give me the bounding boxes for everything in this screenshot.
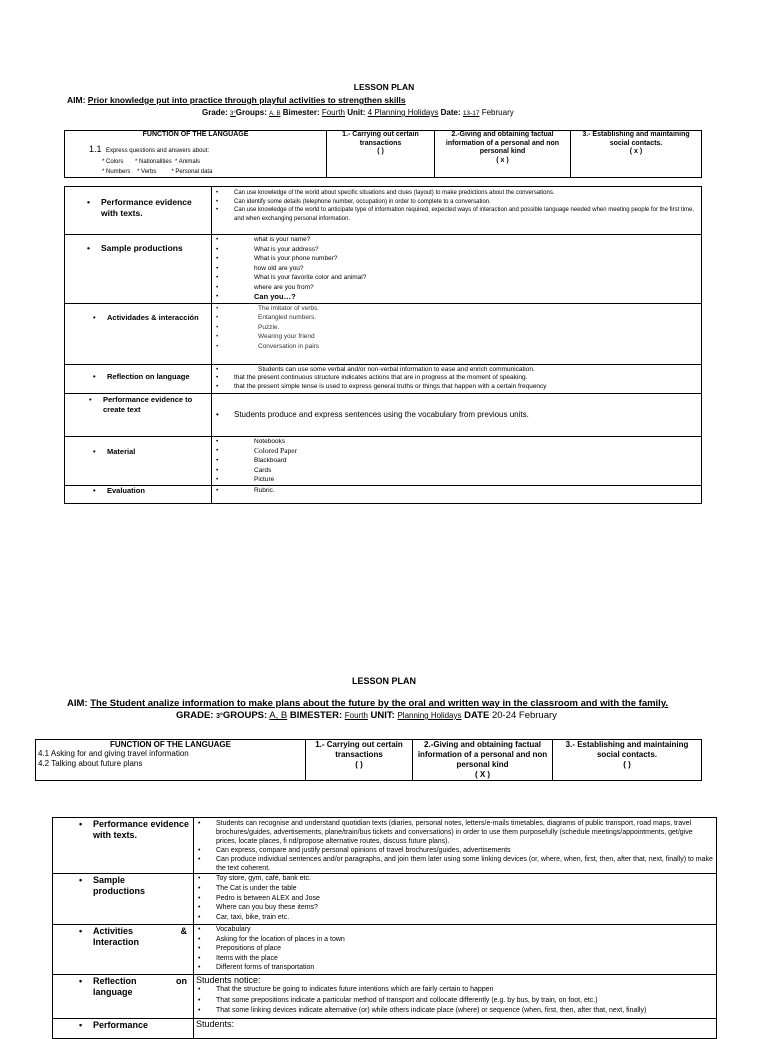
row-label: • Performance evidence with texts. [87,197,211,219]
grade-label: GRADE: [176,710,214,721]
list-item: • Puzzle. [212,323,701,333]
row-content-cell [194,1019,717,1039]
list-item: • Different forms of transportation [194,963,716,973]
date-value: 13-17 [462,110,480,117]
row-content-cell [212,485,702,503]
list-item: • Items with the place [194,954,716,964]
row-label: • Activities & Interaction [79,926,187,948]
table-row [65,303,702,364]
table-row [65,393,702,436]
row-label: • Evaluation [93,486,211,495]
list-item: • That the structure be going to indicates future intentions which are fairly certain to happen [194,985,716,996]
function-item: * Animals [175,159,201,165]
list-item: • Prepositions of place [194,944,716,954]
aim-text: Prior knowledge put into practice through playful activities to strengthen skills [87,95,406,105]
row-label: • Performance [79,1020,193,1031]
list-item: • Students produce and express sentences using the vocabulary from previous units. [212,410,701,419]
option-1-text: 1.- Carrying out certain transactions [342,131,419,147]
option-3-mark: ( x ) [629,148,643,155]
list-item: • that the present simple tense is used to express general truths or things that happen with a certain frequency [212,383,701,392]
list-item: • Can identify some details (telephone number, occupation) in order to complete to a conversation. [212,198,701,207]
list-item: • Colored Paper [212,446,701,456]
date-month: February [481,108,514,117]
groups-label: Groups: [235,108,267,117]
groups-label: GROUPS: [222,710,268,721]
option-2-text: 2.-Giving and obtaining factual information of a personal and non personal kind [417,740,548,769]
bimester-label: BIMESTER: [289,710,343,721]
list-item: • Can use knowledge of the world about specific situations and clues (layout) to make predictions about the conversations. [212,189,701,198]
row-label: • Performance evidence with texts. [79,819,193,841]
grade-label: Grade: [202,108,228,117]
row-content-cell [212,235,702,304]
option-cell-1 [327,131,435,178]
option-1-text: 1.- Carrying out certain transactions [315,740,403,759]
row-label: • Actividades & interacción [93,313,211,322]
plan1-grade-line [202,108,514,117]
table-row [65,364,702,393]
function-items-row1 [65,157,326,167]
function-items-row2 [65,167,326,177]
list-item: • Pedro is between ALEX and Jose [194,894,716,904]
row-content-cell [212,393,702,436]
row-label: • Reflection on language [79,976,187,998]
table-row [65,436,702,485]
list-item: • Students can use some verbal and/or non-verbal information to ease and enrich communication. [212,366,701,375]
table-row [53,925,717,975]
groups-value: A, B [269,710,288,721]
table-row [65,235,702,304]
list-item: • that the present continuous structure indicates actions that are in progress at the moment of speaking. [212,374,701,383]
aim-label: AIM: [67,95,86,105]
option-3-text: 3.- Establishing and maintaining social contacts. [582,131,690,147]
list-item: • how old are you? [212,264,701,274]
row-label-cell [53,1019,194,1039]
grade-value: 3° [230,111,236,117]
list-item: • Can use knowledge of the world to anticipate type of information required, expected ways of interaction and possible language needed when meeting people for the first time, and when exchanging personal information. [212,206,701,223]
option-3-mark: ( ) [623,760,631,769]
list-item: • Students can recognise and understand quotidian texts (diaries, personal notes, letters/e-mails timetables, diagrams of public transport, road maps, travel brochures/guides, advertisements, plane/train/bus tickets and conversations) in order to use them purposefully (schedule meetings/appointments, get/give prices, locate places, fi nd/propose alternative routes, discuss future plans). [194,819,714,846]
table-row [53,818,717,874]
plan2-function-table [35,739,702,781]
list-item: • Wearing your friend [212,332,701,342]
row-label-cell [65,235,212,304]
list-item: • Can you…? [212,292,701,303]
row-label-cell [53,818,194,874]
row-content-cell [212,187,702,235]
unit-value: 4 Planning Holidays [367,108,439,117]
plan2-aim [67,698,668,709]
list-item: • Blackboard [212,456,701,465]
row-label-cell [65,436,212,485]
row-label-cell [53,975,194,1019]
option-cell-3 [571,131,702,178]
list-item: • Can produce individual sentences and/or paragraphs, and join them later using some linking devices (or, where, when, first, then, after that, next, finally) to make the text coherent. [194,855,714,873]
list-item: • What is your favorite color and animal? [212,273,701,283]
bimester-value: Fourth [344,711,368,720]
list-item: • Where can you buy these items? [194,903,716,913]
grade-value: 3° [216,713,223,720]
list-item: • That some linking devices indicate alternative (or) while others indicate place (where) or sequence (when, first, then, after that, next, finally) [194,1006,716,1017]
list-item: • Toy store, gym, café, bank etc. [194,874,716,884]
function-item: * Colors [102,159,124,165]
list-item: • What is your address? [212,245,701,255]
option-cell-2 [413,740,553,781]
list-item: • what is your name? [212,235,701,245]
row-label-cell [65,187,212,235]
plan2-main-table [52,817,717,1039]
row-label: • Sample productions [87,243,211,253]
groups-value: A, B [269,111,281,117]
bimester-label: Bimester: [282,108,320,117]
date-value: 20-24 February [491,710,557,721]
row-content-cell [194,874,717,925]
function-cell [65,131,327,178]
option-1-mark: ( ) [355,760,363,769]
row-label: • Material [93,447,211,456]
table-row [53,1019,717,1039]
plan1-main-table [64,186,702,504]
list-item: • Vocabulary [194,925,716,935]
list-item: • Car, taxi, bike, train etc. [194,913,716,923]
aim-text: The Student analize information to make plans about the future by the oral and written way in the classroom and with the family. [90,698,669,709]
function-item: * Personal data [171,169,213,175]
plan2-grade-line [176,710,557,721]
function-line: 4.1 Asking for and giving travel information [38,749,189,758]
list-item: • That some prepositions indicate a particular method of transport and collocate differently (e.g. by bus, by train, on foot, etc.) [194,996,716,1007]
row-label-cell [65,303,212,364]
option-1-mark: ( ) [377,148,384,155]
row-intro: Students notice: [196,975,261,985]
function-num: 1.1 [89,144,102,154]
option-cell-1 [306,740,413,781]
list-item: • Conversation in pairs [212,342,701,352]
function-item: * Nationalities [135,159,172,165]
list-item: • Notebooks [212,437,701,446]
row-label-cell [53,925,194,975]
plan2-title: LESSON PLAN [351,676,416,686]
option-cell-2 [435,131,571,178]
row-label-cell [53,874,194,925]
option-2-text: 2.-Giving and obtaining factual information of a personal and non personal kind [445,131,560,155]
function-line: 4.2 Talking about future plans [38,759,143,768]
function-cell [36,740,306,781]
table-row [65,187,702,235]
row-label-cell [65,485,212,503]
table-row [53,874,717,925]
list-item: • where are you from? [212,283,701,293]
table-row [53,975,717,1019]
list-item: • The Cat is under the table [194,884,716,894]
date-label: DATE [464,710,490,721]
list-item: • Asking for the location of places in a town [194,935,716,945]
row-label: • Sample productions [79,875,173,897]
list-item: • Picture [212,475,701,484]
unit-label: UNIT: [370,710,395,721]
list-item: • What is your phone number? [212,254,701,264]
option-3-text: 3.- Establishing and maintaining social contacts. [565,740,689,759]
row-content-cell [194,818,717,874]
table-row [65,485,702,503]
unit-label: Unit: [347,108,366,117]
function-header: FUNCTION OF THE LANGUAGE [110,740,231,749]
row-content-cell [194,925,717,975]
function-item: * Numbers [102,169,131,175]
plan1-aim [67,95,406,105]
option-2-mark: ( x ) [496,156,509,164]
plan1-function-table [64,130,702,178]
bimester-value: Fourth [321,108,345,117]
date-label: Date: [440,108,461,117]
plan1-title: LESSON PLAN [353,82,415,92]
option-cell-3 [553,740,702,781]
option-2-mark: ( X ) [474,770,491,779]
list-item: • Can express, compare and justify personal opinions of travel brochures/guides, advertisements [194,846,714,855]
list-item: • Cards [212,466,701,475]
aim-label: AIM: [67,698,88,709]
unit-value: Planning Holidays [397,711,462,720]
row-content-cell [212,364,702,393]
row-label: • Reflection on language [93,372,211,381]
row-intro: Students: [196,1019,235,1029]
row-content-cell [212,436,702,485]
list-item: • Rubric. [212,486,701,495]
function-intro: Express questions and answers about: [105,148,210,154]
row-label-cell [65,364,212,393]
function-item: * Verbs [137,169,157,175]
row-content-cell [212,303,702,364]
list-item: • The imitator of verbs. [212,304,701,314]
row-label: • Performance evidence to create text [89,395,195,416]
row-content-cell [194,975,717,1019]
row-label-cell [65,393,212,436]
list-item: • Entangled numbers. [212,313,701,323]
function-header: FUNCTION OF THE LANGUAGE [142,131,249,138]
